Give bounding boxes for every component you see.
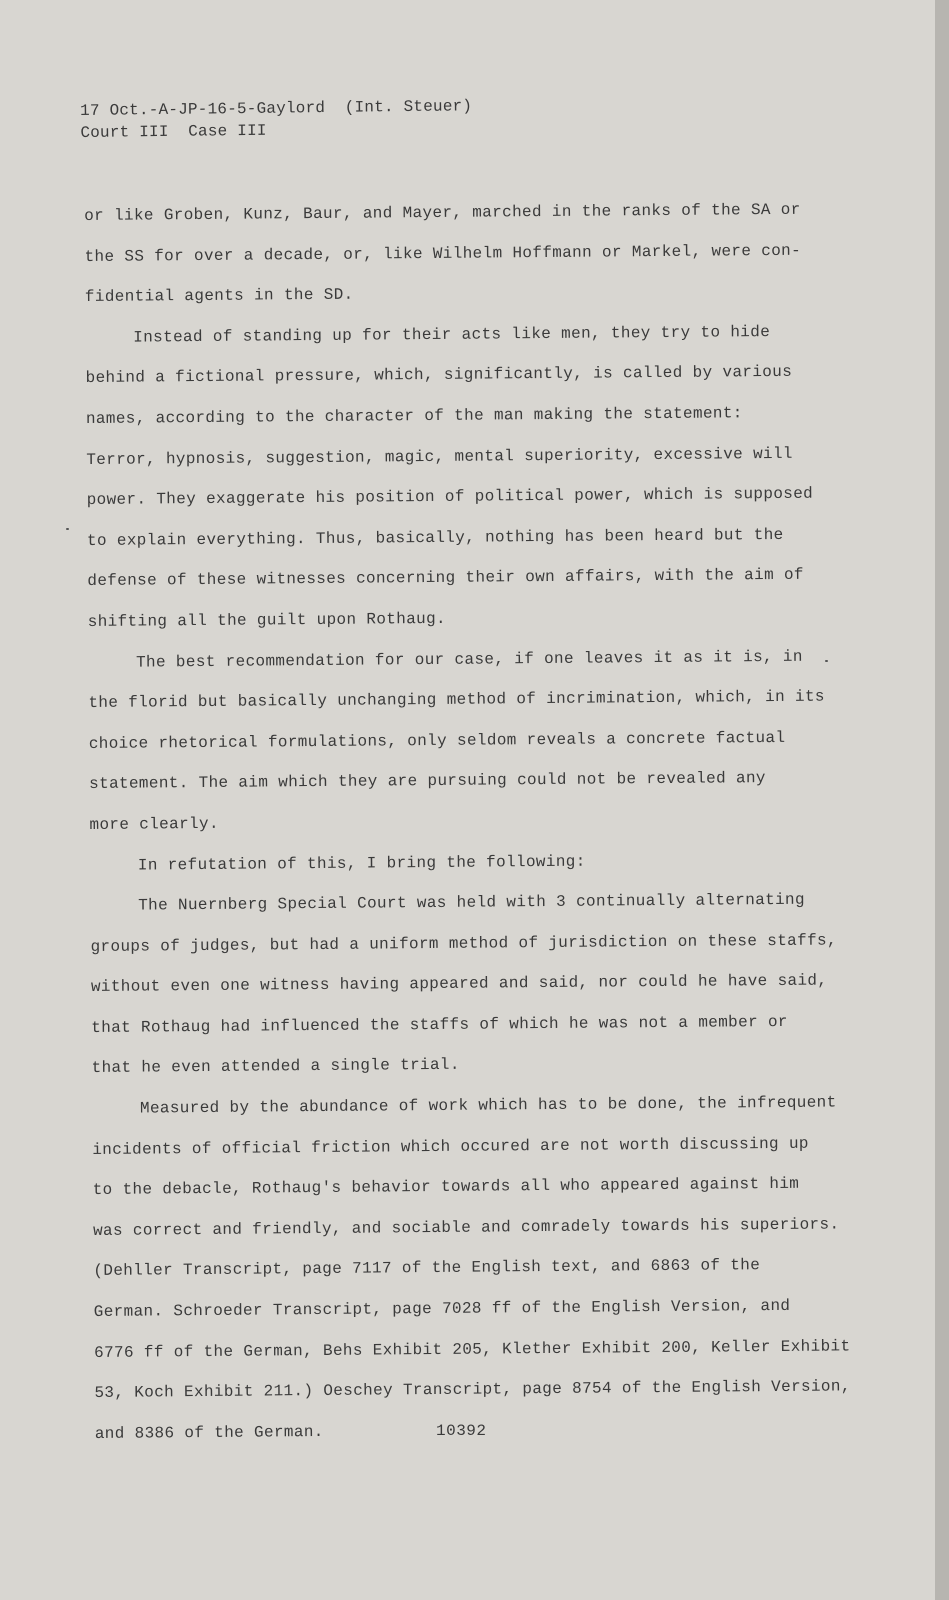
text-line: to the debacle, Rothaug's behavior towards all who appeared against him <box>92 1175 800 1200</box>
text-line: (Dehller Transcript, page 7117 of the English text, and 6863 of the <box>93 1256 761 1281</box>
text-line: or like Groben, Kunz, Baur, and Mayer, marched in the ranks of the SA or <box>84 200 801 225</box>
text-line: the florid but basically unchanging method of incrimination, which, in its <box>88 687 825 713</box>
text-line: Measured by the abundance of work which has to be done, the infrequent <box>139 1093 837 1118</box>
text-line: that Rothaug had influenced the staffs of which he was not a member or <box>91 1012 788 1037</box>
header-line-2: Court III Case III <box>80 121 267 142</box>
text-line: Instead of standing up for their acts like men, they try to hide <box>133 322 771 347</box>
scan-edge <box>935 0 949 1600</box>
text-line: to explain everything. Thus, basically, nothing has been heard but the <box>86 525 784 550</box>
text-line: was correct and friendly, and sociable and comradely towards his superiors. <box>92 1215 840 1240</box>
text-line: statement. The aim which they are pursuing could not be revealed any <box>89 769 766 794</box>
text-line: Terror, hypnosis, suggestion, magic, mental superiority, excessive will <box>86 444 793 469</box>
text-line: groups of judges, but had a uniform method of jurisdiction on these staffs, <box>90 931 837 956</box>
text-line: The Nuernberg Special Court was held with 3 continually alternating <box>138 890 806 915</box>
text-line: that he even attended a single trial. <box>91 1056 460 1078</box>
text-line: The best recommendation for our case, if one leaves it as it is, in <box>135 647 803 672</box>
text-line: choice rhetorical formulations, only seldom reveals a concrete factual <box>88 728 786 753</box>
text-line: the SS for over a decade, or, like Wilhelm Hoffmann or Markel, were con- <box>84 241 802 266</box>
text-line: without even one witness having appeared and said, nor could he have said, <box>90 971 828 997</box>
text-line: defense of these witnesses concerning their own affairs, with the aim of <box>87 566 804 591</box>
text-line: In refutation of this, I bring the following: <box>137 852 586 875</box>
text-line: behind a fictional pressure, which, significantly, is called by various <box>85 363 793 388</box>
text-line: more clearly. <box>89 814 219 834</box>
text-line: names, according to the character of the man making the statement: <box>85 404 743 428</box>
text-line: shifting all the guilt upon Rothaug. <box>87 609 447 631</box>
scan-speck <box>825 660 828 662</box>
text-line: 53, Koch Exhibit 211.) Oeschey Transcript, page 8754 of the English Version, <box>94 1377 851 1403</box>
document-body <box>84 189 895 1454</box>
text-line: and 8386 of the German. <box>94 1422 324 1443</box>
document-header <box>80 95 473 144</box>
text-line: German. Schroeder Transcript, page 7028 ff of the English Version, and <box>93 1296 791 1321</box>
text-line: incidents of official friction which occured are not worth discussing up <box>92 1134 809 1159</box>
scan-speck <box>66 528 69 530</box>
header-line-1: 17 Oct.-A-JP-16-5-Gaylord (Int. Steuer) <box>80 97 473 120</box>
text-line: fidential agents in the SD. <box>84 285 354 307</box>
text-line: power. They exaggerate his position of political power, which is supposed <box>86 484 814 510</box>
page-number: 10392 <box>436 1422 487 1440</box>
text-line: 6776 ff of the German, Behs Exhibit 205, Klether Exhibit 200, Keller Exhibit <box>94 1336 851 1362</box>
